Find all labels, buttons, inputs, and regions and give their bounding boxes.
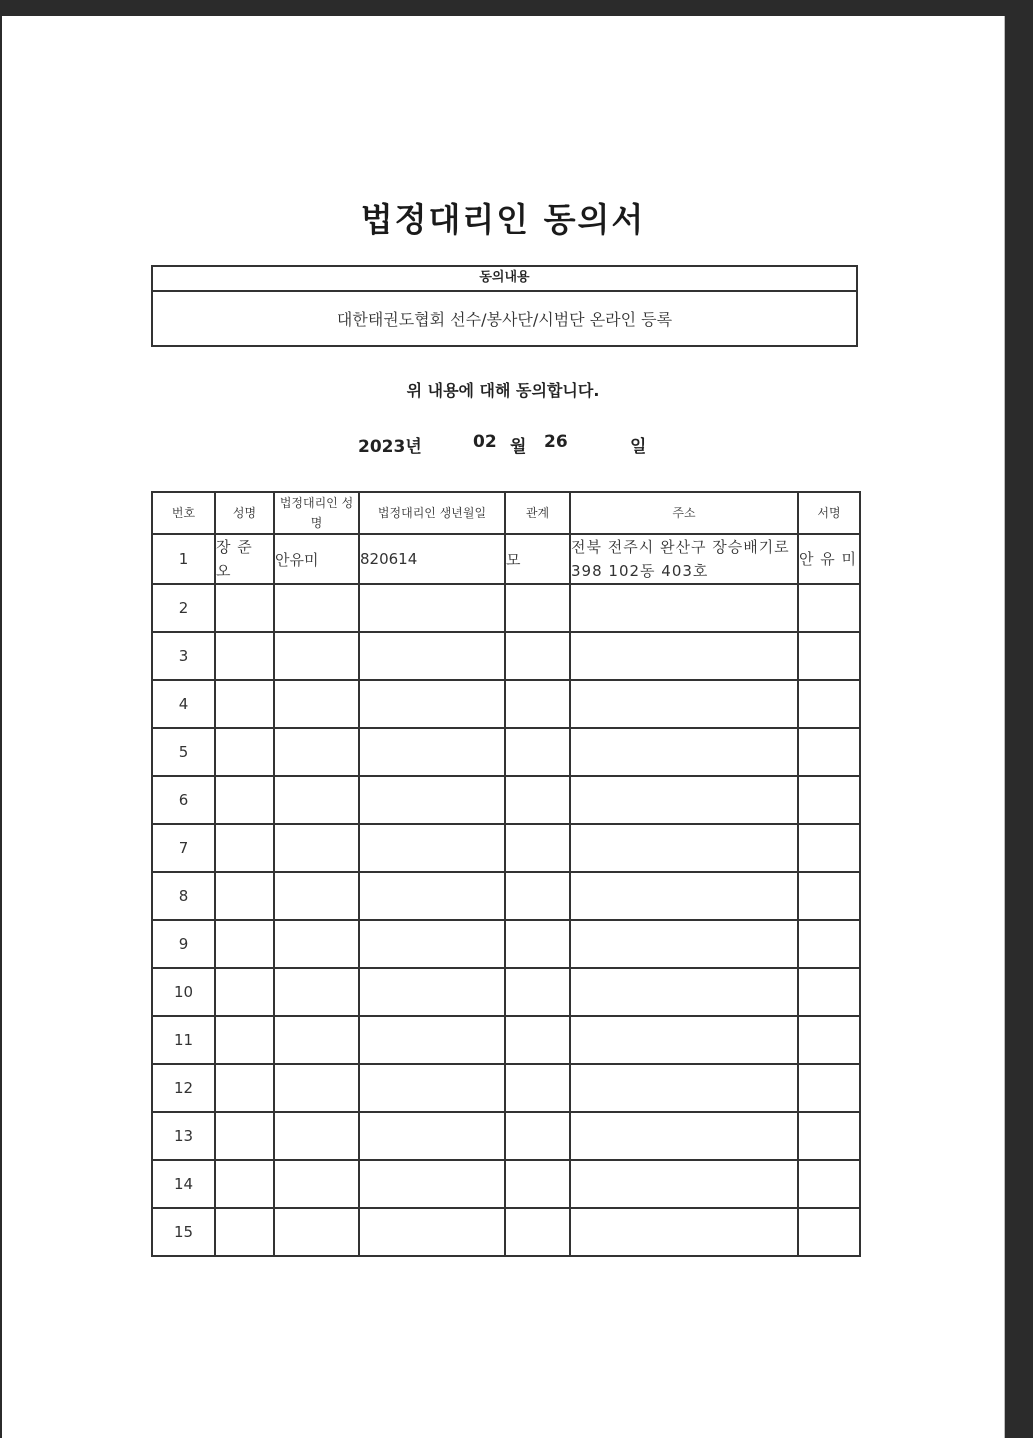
cell-signature: [798, 968, 860, 1016]
cell-guardian-birth: [359, 584, 505, 632]
cell-guardian-name: [274, 920, 359, 968]
cell-guardian-name: [274, 824, 359, 872]
cell-guardian-birth: [359, 1016, 505, 1064]
cell-signature: [798, 1064, 860, 1112]
cell-no: 12: [152, 1064, 215, 1112]
cell-name: [215, 584, 274, 632]
cell-guardian-name: 안유미: [274, 534, 359, 584]
cell-relation: [505, 776, 570, 824]
cell-name: [215, 1016, 274, 1064]
cell-relation: [505, 632, 570, 680]
cell-relation: [505, 920, 570, 968]
header-guardian-name: 법정대리인 성명: [274, 492, 359, 534]
cell-address: [570, 632, 798, 680]
cell-address: [570, 1208, 798, 1256]
cell-address: [570, 920, 798, 968]
consent-text: 대한태권도협회 선수/봉사단/시범단 온라인 등록: [336, 310, 673, 329]
cell-no: 1: [152, 534, 215, 584]
header-signature: 서명: [798, 492, 860, 534]
guardian-table: [151, 491, 861, 1257]
cell-signature: 안 유 미: [798, 534, 860, 584]
header-name: 성명: [215, 492, 274, 534]
table-row: [152, 728, 860, 776]
cell-guardian-name: [274, 968, 359, 1016]
date-month-label: 월: [510, 437, 527, 457]
cell-guardian-birth: 820614: [359, 534, 505, 584]
date-day-label: 일: [630, 437, 647, 457]
cell-guardian-birth: [359, 1112, 505, 1160]
cell-relation: [505, 824, 570, 872]
cell-relation: [505, 872, 570, 920]
cell-name: [215, 680, 274, 728]
cell-relation: [505, 680, 570, 728]
cell-name: 장 준 오: [215, 534, 274, 584]
table-row: [152, 1112, 860, 1160]
cell-name: [215, 872, 274, 920]
cell-signature: [798, 728, 860, 776]
cell-name: [215, 1208, 274, 1256]
cell-guardian-name: [274, 1016, 359, 1064]
cell-guardian-name: [274, 776, 359, 824]
cell-address: [570, 1016, 798, 1064]
table-row: [152, 1016, 860, 1064]
cell-guardian-birth: [359, 1160, 505, 1208]
cell-relation: [505, 968, 570, 1016]
cell-address: [570, 584, 798, 632]
cell-name: [215, 728, 274, 776]
cell-guardian-name: [274, 1112, 359, 1160]
cell-address: [570, 872, 798, 920]
table-header-row: [152, 492, 860, 534]
cell-name: [215, 824, 274, 872]
cell-signature: [798, 584, 860, 632]
cell-no: 4: [152, 680, 215, 728]
cell-signature: [798, 824, 860, 872]
cell-no: 2: [152, 584, 215, 632]
cell-guardian-name: [274, 1064, 359, 1112]
cell-guardian-birth: [359, 872, 505, 920]
cell-guardian-birth: [359, 824, 505, 872]
cell-guardian-name: [274, 632, 359, 680]
cell-relation: [505, 1208, 570, 1256]
cell-no: 13: [152, 1112, 215, 1160]
cell-name: [215, 776, 274, 824]
cell-signature: [798, 872, 860, 920]
cell-name: [215, 968, 274, 1016]
cell-guardian-name: [274, 584, 359, 632]
cell-guardian-birth: [359, 680, 505, 728]
table-row: [152, 680, 860, 728]
cell-guardian-name: [274, 872, 359, 920]
cell-no: 9: [152, 920, 215, 968]
cell-address: [570, 776, 798, 824]
cell-name: [215, 1160, 274, 1208]
cell-guardian-birth: [359, 776, 505, 824]
table-row: [152, 534, 860, 584]
cell-no: 6: [152, 776, 215, 824]
cell-no: 10: [152, 968, 215, 1016]
cell-guardian-name: [274, 728, 359, 776]
table-row: [152, 1064, 860, 1112]
table-row: [152, 1160, 860, 1208]
header-no: 번호: [152, 492, 215, 534]
cell-guardian-birth: [359, 968, 505, 1016]
cell-signature: [798, 632, 860, 680]
table-row: [152, 632, 860, 680]
table-row: [152, 824, 860, 872]
cell-address: [570, 1160, 798, 1208]
cell-signature: [798, 1112, 860, 1160]
cell-name: [215, 920, 274, 968]
header-relation: 관계: [505, 492, 570, 534]
date-year: 2023년: [358, 437, 422, 457]
cell-guardian-birth: [359, 920, 505, 968]
date-month: 02: [473, 432, 497, 452]
cell-signature: [798, 1208, 860, 1256]
cell-guardian-birth: [359, 1064, 505, 1112]
cell-relation: [505, 1064, 570, 1112]
cell-no: 14: [152, 1160, 215, 1208]
table-row: [152, 872, 860, 920]
cell-relation: 모: [505, 534, 570, 584]
cell-name: [215, 1064, 274, 1112]
cell-guardian-name: [274, 680, 359, 728]
header-address: 주소: [570, 492, 798, 534]
cell-relation: [505, 584, 570, 632]
cell-guardian-name: [274, 1208, 359, 1256]
cell-signature: [798, 1160, 860, 1208]
cell-no: 5: [152, 728, 215, 776]
cell-no: 11: [152, 1016, 215, 1064]
cell-relation: [505, 1160, 570, 1208]
cell-address: [570, 1112, 798, 1160]
cell-no: 8: [152, 872, 215, 920]
cell-relation: [505, 1112, 570, 1160]
cell-address: [570, 680, 798, 728]
cell-guardian-birth: [359, 632, 505, 680]
cell-relation: [505, 1016, 570, 1064]
cell-signature: [798, 1016, 860, 1064]
cell-relation: [505, 728, 570, 776]
cell-guardian-birth: [359, 1208, 505, 1256]
cell-signature: [798, 920, 860, 968]
table-row: [152, 776, 860, 824]
cell-name: [215, 1112, 274, 1160]
consent-header: 동의내용: [153, 267, 856, 292]
date-day: 26: [544, 432, 568, 452]
cell-guardian-name: [274, 1160, 359, 1208]
header-guardian-birth: 법정대리인 생년월일: [359, 492, 505, 534]
consent-box: [151, 265, 858, 347]
cell-no: 15: [152, 1208, 215, 1256]
table-row: [152, 584, 860, 632]
page-title: 법정대리인 동의서: [360, 200, 646, 239]
cell-address: 전북 전주시 완산구 장승배기로398 102동 403호: [570, 534, 798, 584]
cell-signature: [798, 776, 860, 824]
document-page: [2, 16, 1005, 1438]
cell-address: [570, 1064, 798, 1112]
cell-address: [570, 824, 798, 872]
cell-address: [570, 968, 798, 1016]
cell-address: [570, 728, 798, 776]
cell-signature: [798, 680, 860, 728]
table-row: [152, 920, 860, 968]
cell-no: 3: [152, 632, 215, 680]
cell-name: [215, 632, 274, 680]
table-row: [152, 1208, 860, 1256]
agree-statement: 위 내용에 대해 동의합니다.: [406, 381, 600, 400]
cell-guardian-birth: [359, 728, 505, 776]
table-row: [152, 968, 860, 1016]
cell-no: 7: [152, 824, 215, 872]
